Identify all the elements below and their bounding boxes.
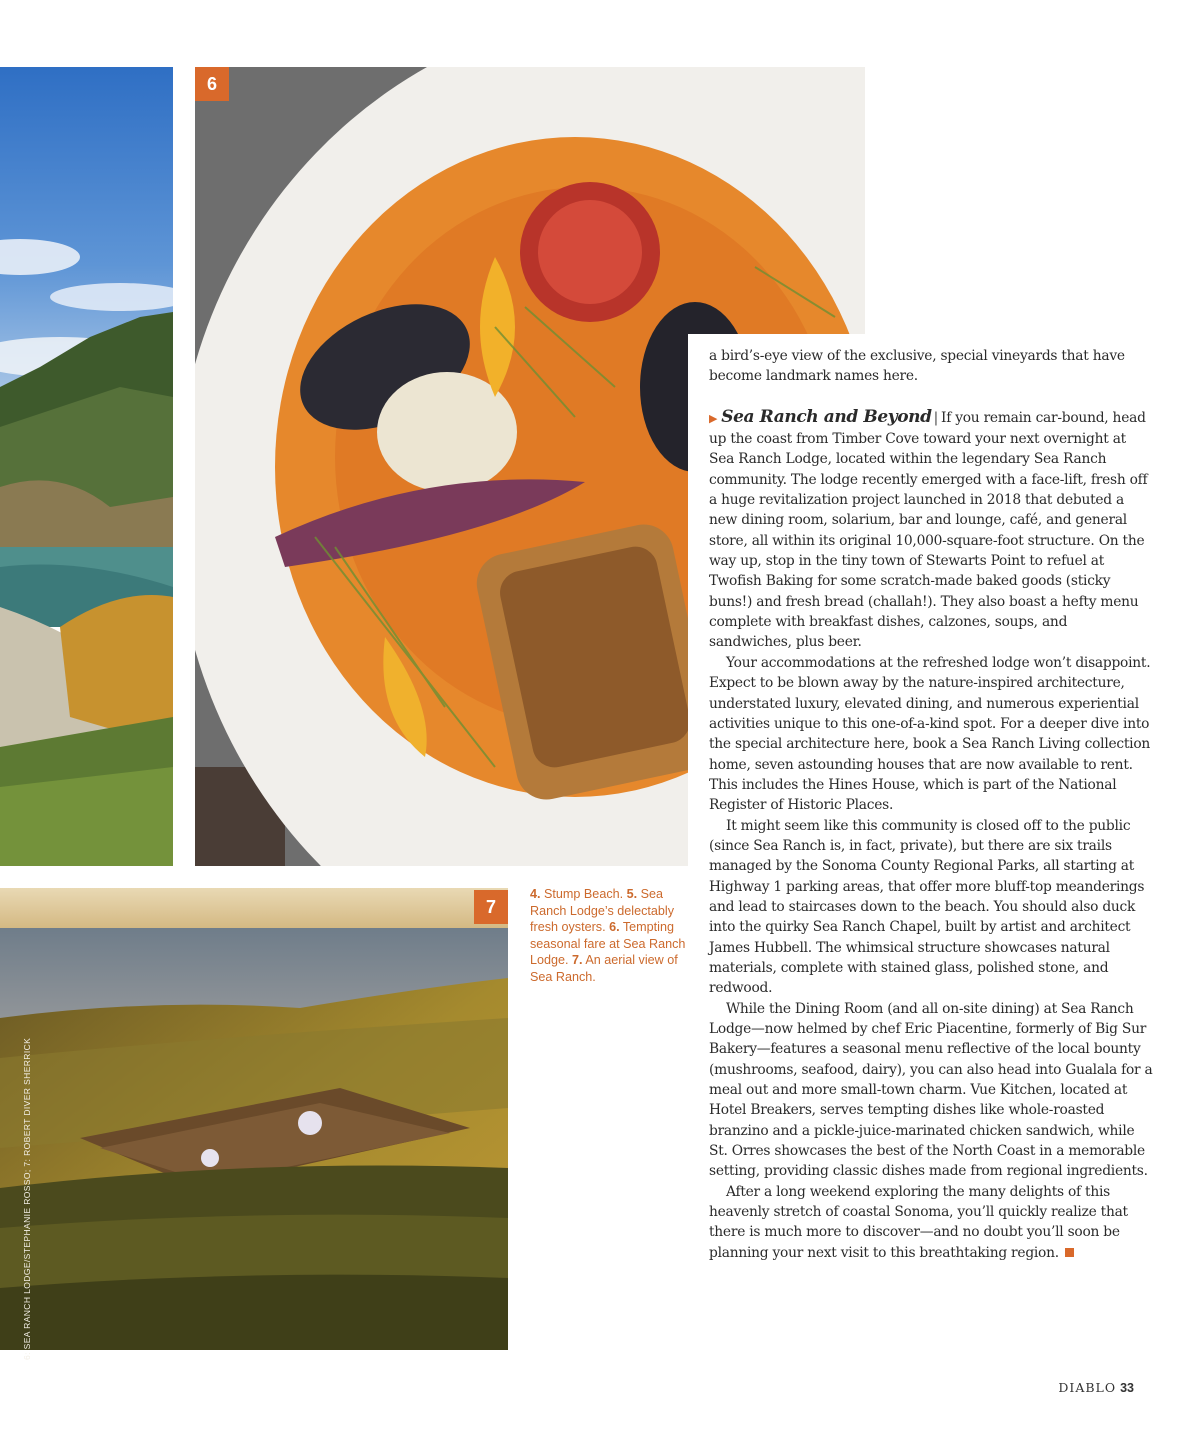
article-body xyxy=(688,334,1154,1354)
final-paragraph xyxy=(709,1182,1154,1263)
caption-text-5: Sea Ranch Lodge’s delectably fresh oysters. xyxy=(530,887,674,935)
end-mark-icon xyxy=(1065,1248,1074,1257)
arrow-icon: ▶ xyxy=(709,411,718,425)
caption-text-4: Stump Beach. xyxy=(540,887,627,901)
heading-separator: | xyxy=(933,409,939,426)
caption-text-7: An aerial view of Sea Ranch. xyxy=(530,953,678,984)
page-number: 33 xyxy=(1120,1381,1134,1395)
article-paragraph: While the Dining Room (and all on-site dining) at Sea Ranch Lodge—now helmed by chef Eric Piacentine, formerly of Big Sur Bakery—features a seasonal menu reflective of the local bounty (mushrooms, seafood, dairy), you can also head into Gualala for a meal out and more small-town charm. Vue Kitchen, located at Hotel Breakers, serves tempting dishes like whole-roasted branzino and a pickle-juice-marinated chicken sandwich, while St. Orres showcases the best of the North Coast in a memorable setting, providing classic dishes made from regional ingredients. xyxy=(709,1000,1153,1180)
caption-text-6: Tempting seasonal fare at Sea Ranch Lodge. xyxy=(530,920,686,968)
magazine-name: DIABLO xyxy=(1058,1380,1117,1395)
page-folio xyxy=(1058,1380,1134,1395)
caption-number-7: 7. xyxy=(572,953,583,968)
caption-number-5: 5. xyxy=(626,887,638,901)
photo-credit: 6: SEA RANCH LODGE/STEPHANIE ROSSO; 7: ROBERT DIVER SHERRICK xyxy=(22,1037,32,1360)
section-heading: Sea Ranch and Beyond xyxy=(721,406,932,427)
photo-number-badge: 6 xyxy=(195,67,229,101)
section-paragraph xyxy=(709,407,1154,653)
article-paragraph: It might seem like this community is closed off to the public (since Sea Ranch is, in fact, private), but there are six trails managed by the Sonoma County Regional Parks, all starting at Highway 1 parking areas, that offer more bluff-top meanderings and lead to staircases down to the beach. You should also duck into the quirky Sea Ranch Chapel, built by artist and architect James Hubbell. The whimsical structure showcases natural materials, complete with stained glass, polished stone, and redwood. xyxy=(709,817,1145,997)
photo-number-badge: 7 xyxy=(474,890,508,924)
article-paragraph: a bird’s-eye view of the exclusive, special vineyards that have become landmark names here. xyxy=(709,348,1125,385)
caption-number-6: 6. xyxy=(609,920,620,935)
final-text: After a long weekend exploring the many delights of this heavenly stretch of coastal Sonoma, you’ll quickly realize that there is much more to discover—and no doubt you’ll soon be planning your next visit to this breathtaking region. xyxy=(709,1183,1128,1261)
aerial-photo xyxy=(0,888,508,1350)
article-paragraph: Your accommodations at the refreshed lodge won’t disappoint. Expect to be blown away by the nature-inspired architecture, understated luxury, elevated dining, and numerous experiential activities unique to this one-of-a-kind spot. For a deeper dive into the special architecture here, book a Sea Ranch Living collection home, seven astounding houses that are now available to rent. This includes the Hines House, which is part of the National Register of Historic Places. xyxy=(709,654,1151,814)
section-text: If you remain car-bound, head up the coast from Timber Cove toward your next overnight at Sea Ranch Lodge, located within the legendary Sea Ranch community. The lodge recently emerged with a face-lift, fresh off a huge revitalization project launched in 2018 that debuted a new dining room, solarium, bar and lounge, café, and general store, all within its original 10,000-square-foot structure. On the way up, stop in the tiny town of Stewarts Point to refuel at Twofish Baking for some scratch-made baked goods (sticky buns!) and fresh bread (challah!). They also boast a hefty menu complete with breakfast dishes, calzones, soups, and sandwiches, plus beer. xyxy=(709,409,1148,651)
caption-number-4: 4. xyxy=(530,887,541,901)
photo-caption xyxy=(530,886,690,986)
stump-beach-photo xyxy=(0,67,173,866)
